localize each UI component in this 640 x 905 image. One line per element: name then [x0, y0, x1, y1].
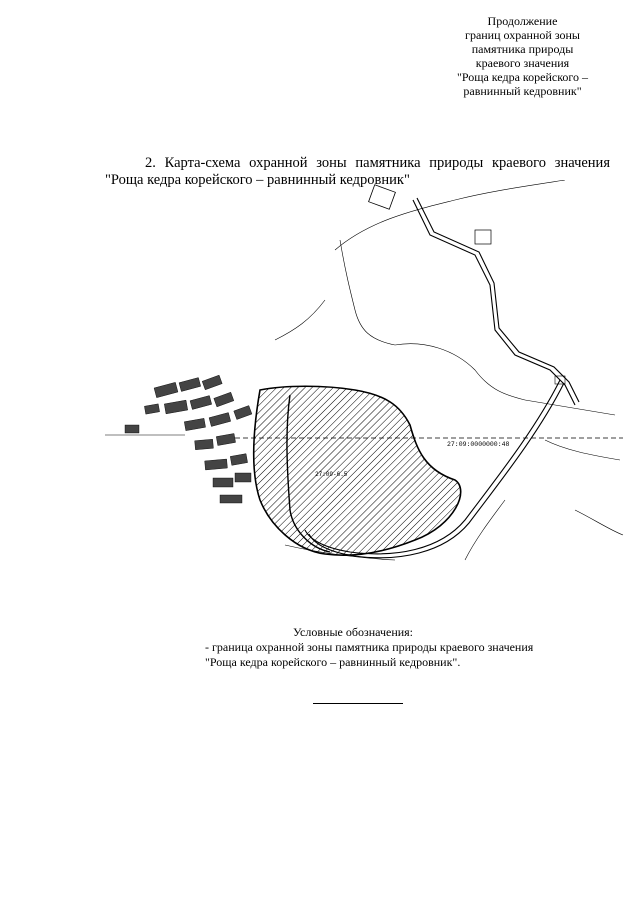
map-heading-line1: 2. Карта-схема охранной зоны памятника природы краевого значения: [145, 155, 610, 171]
map-heading-line2: "Роща кедра корейского – равнинный кедровник": [105, 172, 410, 188]
protected-zone: [254, 386, 461, 555]
map-feature: [369, 185, 396, 209]
header-line: границ охранной зоны: [465, 28, 580, 42]
legend-line2: "Роща кедра корейского – равнинный кедровник".: [205, 655, 461, 669]
header-line: краевого значения: [475, 56, 570, 70]
header-line: "Роща кедра корейского –: [456, 70, 589, 84]
legend-line1: - граница охранной зоны памятника природы краевого значения: [205, 640, 534, 654]
settlement-blocks: [125, 375, 252, 503]
header-line: равнинный кедровник": [463, 84, 582, 98]
parcel-label: 27:09:0000000:48: [447, 441, 510, 448]
document-header: [425, 14, 620, 98]
closing-rule: [313, 703, 403, 704]
legend-title: Условные обозначения:: [293, 625, 414, 639]
header-line: памятника природы: [471, 42, 574, 56]
zone-label: 27:09-6.5: [315, 471, 348, 478]
header-line: Продолжение: [487, 14, 558, 28]
legend: [205, 625, 625, 670]
map-feature: [475, 230, 491, 244]
map-scheme: [95, 180, 625, 580]
map-svg: [95, 180, 625, 580]
